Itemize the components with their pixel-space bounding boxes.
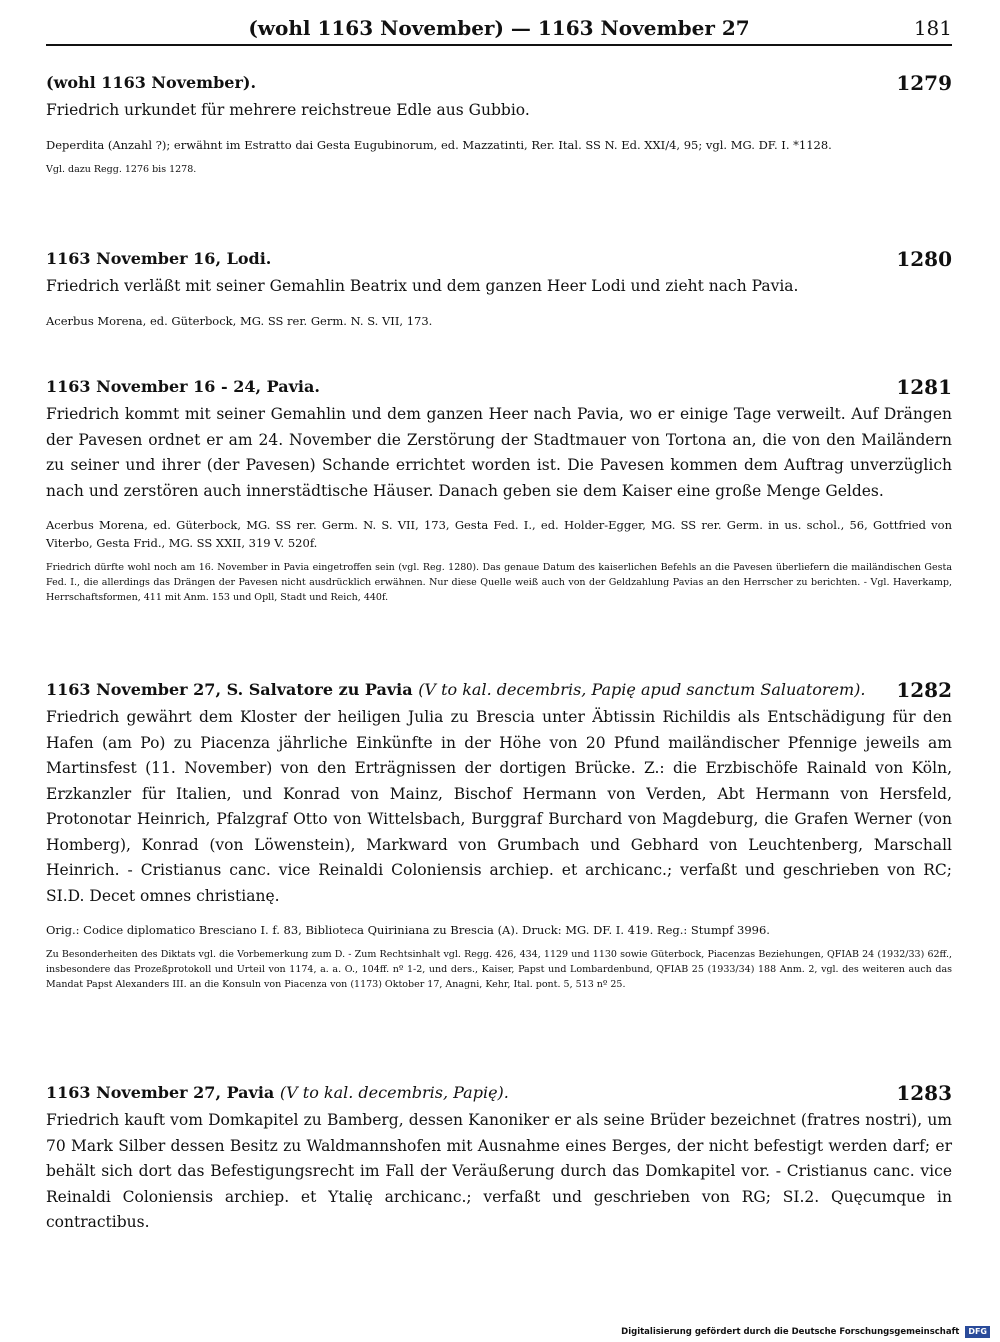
entry-sources: Acerbus Morena, ed. Güterbock, MG. SS rer. Germ. N. S. VII, 173, Gesta Fed. I., ed. Holder-Egger, MG. SS rer. Germ. in us. schol., 56, Gottfried von Viterbo, Gesta Frid., MG. SS XXII, 319 V. 520f. <box>46 518 952 550</box>
entry-summary: Friedrich kauft vom Domkapitel zu Bamberg, dessen Kanoniker er als seine Brüder bezeichnet (fratres nostri), um 70 Mark Silber dessen Besitz zu Waldmannshofen mit Ausnahme eines Berges, der nicht befestigt werden darf; er behält sich dort das Befestigungsrecht im Fall der Veräußerung durch das Domkapitel vor. - Cristianus canc. vice Reinaldi Coloniensis archiep. et Ytalię archicanc.; verfaßt und geschrieben von RG; SI.2. Quęcumque in contractibus. <box>46 1111 952 1231</box>
entry-note: Vgl. dazu Regg. 1276 bis 1278. <box>46 163 197 175</box>
entry-summary: Friedrich kommt mit seiner Gemahlin und dem ganzen Heer nach Pavia, wo er einige Tage verweilt. Auf Drängen der Pavesen ordnet er am 24. November die Zerstörung der Stadtmauer von Tortona an, die von den Mailändern zu seiner und ihrer (der Pavesen) Schande errichtet worden ist. Die Pavesen kommen dem Auftrag unverzüglich nach und zerstören auch innerstädtische Häuser. Danach geben sie dem Kaiser eine große Menge Geldes. <box>46 405 952 500</box>
entry-sources: Orig.: Codice diplomatico Bresciano I. f. 83, Biblioteca Quiriniana zu Brescia (A). Druck: MG. DF. I. 419. Reg.: Stumpf 3996. <box>46 923 770 937</box>
entry-number: 1281 <box>896 375 952 399</box>
dfg-logo: DFG <box>965 1326 990 1338</box>
entry-latin-date: (V to kal. decembris, Papię apud sanctum Saluatorem). <box>418 680 866 699</box>
entry-number: 1280 <box>896 247 952 271</box>
entry-date: 1163 November 16, Lodi. <box>46 249 272 268</box>
entry-summary: Friedrich verläßt mit seiner Gemahlin Beatrix und dem ganzen Heer Lodi und zieht nach Pavia. <box>46 277 799 295</box>
page-footer <box>621 1326 990 1338</box>
entry-date: 1163 November 16 - 24, Pavia. <box>46 377 320 396</box>
entry-sources: Deperdita (Anzahl ?); erwähnt im Estratto dai Gesta Eugubinorum, ed. Mazzatinti, Rer. Ital. SS N. Ed. XXI/4, 95; vgl. MG. DF. I. *1128. <box>46 137 832 152</box>
entry-heading <box>46 70 952 96</box>
entry-note: Zu Besonderheiten des Diktats vgl. die Vorbemerkung zum D. - Zum Rechtsinhalt vgl. Regg. 426, 434, 1129 und 1130 sowie Güterbock, Piacenzas Beziehungen, QFIAB 24 (1932/33) 62ff., insbesondere das Prozeßprotokoll und Urteil von 1174, a. a. O., 104ff. nº 1-2, und ders., Kaiser, Papst und Lombardenbund, QFIAB 25 (1933/34) 188 Anm. 2, vgl. des weiteren auch das Mandat Papst Alexanders III. an die Konsuln von Piacenza von (1173) Oktober 17, Anagni, Kehr, Ital. pont. 5, 513 nº 25. <box>46 949 952 990</box>
regest-entry <box>46 677 952 992</box>
entry-sources: Acerbus Morena, ed. Güterbock, MG. SS rer. Germ. N. S. VII, 173. <box>46 313 433 328</box>
page-header <box>46 14 952 46</box>
entry-summary: Friedrich gewährt dem Kloster der heiligen Julia zu Brescia unter Äbtissin Richildis als Entschädigung für den Hafen (am Po) zu Piacenza jährliche Einkünfte in der Höhe von 20 Pfund mailändischer Pfennige jeweils am Martinsfest (11. November) von den Erträgnissen der dortigen Brücke. Z.: die Erzbischöfe Rainald von Köln, Erzkanzler für Italien, und Konrad von Mainz, Bischof Hermann von Verden, Abt Hermann von Hersfeld, Protonotar Heinrich, Pfalzgraf Otto von Wittelsbach, Burggraf Burchard von Magdeburg, die Grafen Werner (von Homberg), Konrad (von Löwenstein), Markward von Grumbach und Gebhard von Leuchtenberg, Marschall Heinrich. - Cristianus canc. vice Reinaldi Coloniensis archiep. et archicanc.; verfaßt und geschrieben von RC; SI.D. Decet omnes christianę. <box>46 708 952 905</box>
entry-note: Friedrich dürfte wohl noch am 16. November in Pavia eingetroffen sein (vgl. Reg. 1280). Das genaue Datum des kaiserlichen Befehls an die Pavesen überliefern die mailändischen Gesta Fed. I., die allerdings das Drängen der Pavesen nicht ausdrücklich erwähnen. Nur diese Quelle weiß auch von der Geldzahlung Pavias an den Herrscher zu berichten. - Vgl. Haverkamp, Herrschaftsformen, 411 mit Anm. 153 und Opll, Stadt und Reich, 440f. <box>46 562 952 603</box>
entry-date: 1163 November 27, Pavia <box>46 1083 275 1102</box>
entry-date: 1163 November 27, S. Salvatore zu Pavia <box>46 680 413 699</box>
entry-number: 1283 <box>896 1081 952 1105</box>
running-title: (wohl 1163 November) — 1163 November 27 <box>248 16 750 40</box>
entry-latin-date: (V to kal. decembris, Papię). <box>279 1083 509 1102</box>
entry-heading <box>46 374 952 400</box>
entry-date: (wohl 1163 November). <box>46 73 257 92</box>
page-number: 181 <box>913 16 952 40</box>
regest-entry <box>46 1080 952 1236</box>
entry-summary: Friedrich urkundet für mehrere reichstreue Edle aus Gubbio. <box>46 101 530 119</box>
entry-number: 1282 <box>896 678 952 702</box>
entry-heading <box>46 246 952 272</box>
entry-heading <box>46 677 952 703</box>
regest-entry <box>46 70 952 177</box>
regest-entry <box>46 374 952 605</box>
entry-heading <box>46 1080 952 1106</box>
regest-entry <box>46 246 952 330</box>
entry-number: 1279 <box>896 71 952 95</box>
funding-note: Digitalisierung gefördert durch die Deutsche Forschungsgemeinschaft <box>621 1327 960 1337</box>
